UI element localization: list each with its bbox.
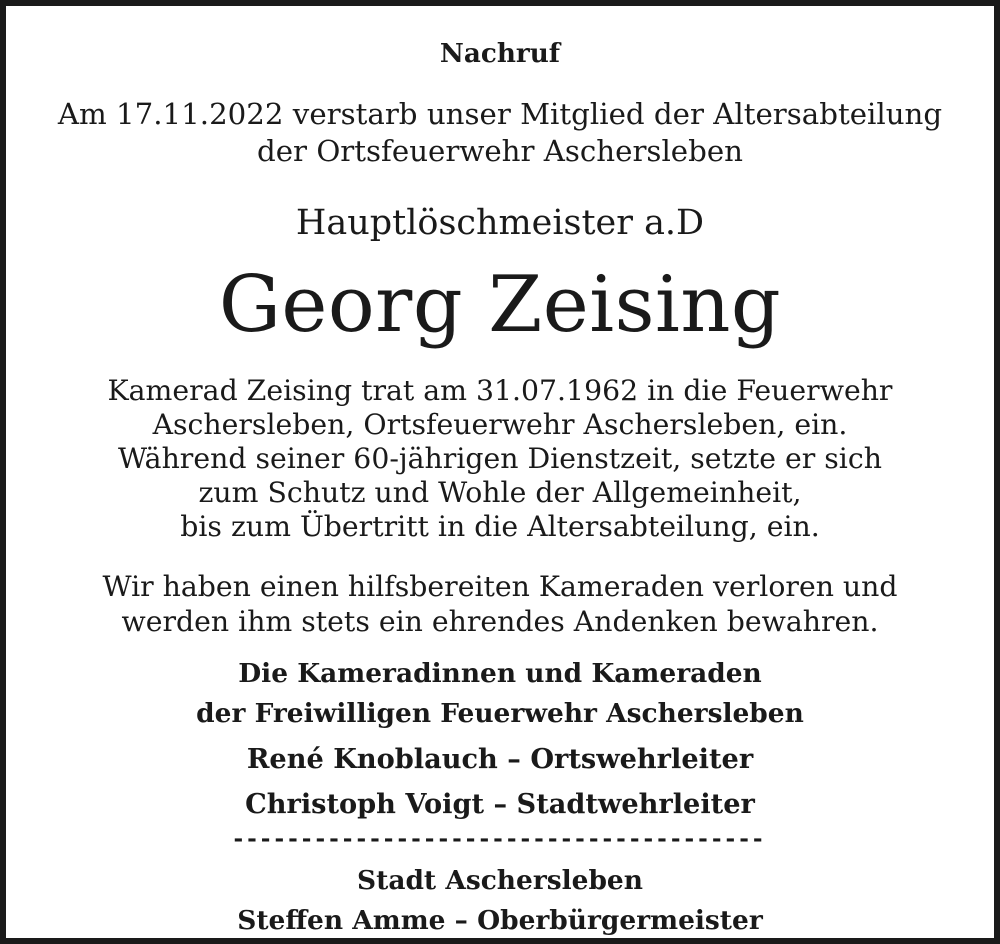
signature-ortswehrleiter: René Knoblauch – Ortswehrleiter — [246, 743, 754, 775]
tribute-line-1: Wir haben einen hilfsbereiten Kameraden verloren und — [102, 570, 898, 603]
signers-line-1: Die Kameradinnen und Kameraden — [238, 658, 762, 689]
bio-line-3: Während seiner 60-jährigen Dienstzeit, setzte er sich — [118, 442, 882, 475]
dashed-divider: --------------------------------------- — [233, 825, 767, 852]
biography-text — [6, 374, 994, 544]
bio-line-4: zum Schutz und Wohle der Allgemeinheit, — [198, 476, 802, 509]
bio-line-2: Aschersleben, Ortsfeuerwehr Aschersleben, ein. — [152, 408, 848, 441]
signers-line-2: der Freiwilligen Feuerwehr Aschersleben — [196, 698, 804, 729]
signature-stadtwehrleiter: Christoph Voigt – Stadtwehrleiter — [245, 788, 755, 820]
city-signature-block — [6, 861, 994, 941]
intro-text — [6, 96, 994, 170]
signers-block — [6, 654, 994, 734]
intro-line-2: der Ortsfeuerwehr Aschersleben — [257, 134, 743, 168]
bio-line-5: bis zum Übertritt in die Altersabteilung, ein. — [180, 510, 820, 543]
tribute-line-2: werden ihm stets ein ehrendes Andenken bewahren. — [121, 605, 879, 638]
notice-heading: Nachruf — [439, 38, 561, 69]
city-name: Stadt Aschersleben — [357, 865, 643, 896]
mayor-signature: Steffen Amme – Oberbürgermeister — [237, 905, 763, 936]
intro-line-1: Am 17.11.2022 verstarb unser Mitglied der Altersabteilung — [57, 97, 943, 131]
deceased-rank: Hauptlöschmeister a.D — [295, 203, 705, 243]
tribute-text — [6, 569, 994, 639]
deceased-name: Georg Zeising — [218, 260, 782, 350]
bio-line-1: Kamerad Zeising trat am 31.07.1962 in die Feuerwehr — [107, 374, 893, 407]
